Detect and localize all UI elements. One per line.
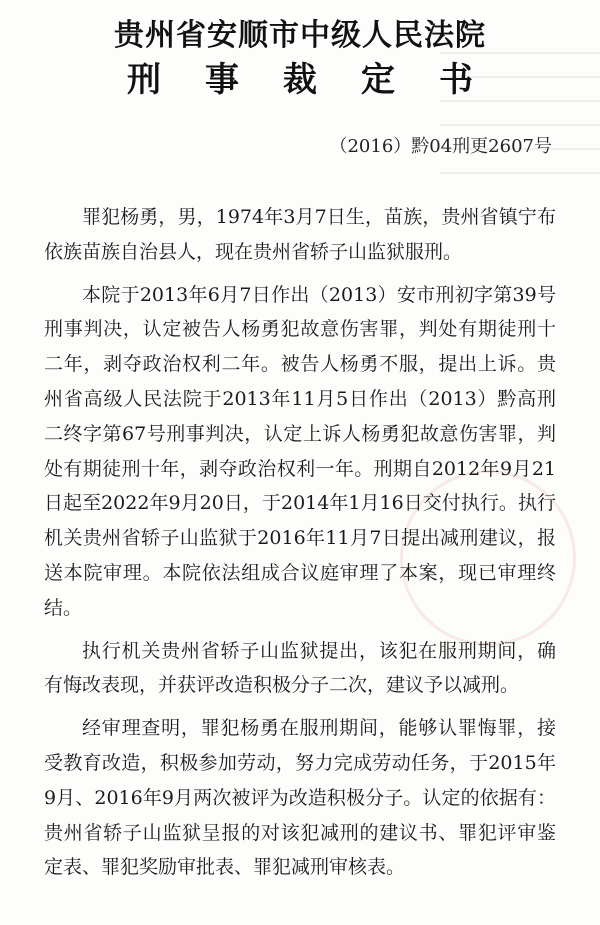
paragraph-findings: 经审理查明，罪犯杨勇在服刑期间，能够认罪悔罪，接受教育改造，积极参加劳动，努力完成劳动任务，于2015年9月、2016年9月两次被评为改造积极分子。认定的依据有：贵州省轿子山监狱呈报的对该犯减刑的建议书、罪犯评审鉴定表、罪犯奖励审批表、罪犯减刑审核表。 [44, 717, 556, 879]
paragraph-defendant-info: 罪犯杨勇，男，1974年3月7日生，苗族，贵州省镇宁布依族苗族自治县人，现在贵州省轿子山监狱服刑。 [44, 206, 556, 263]
paragraph-prison-proposal: 执行机关贵州省轿子山监狱提出，该犯在服刑期间，确有悔改表现，并获评改造积极分子二次，建议予以减刑。 [44, 639, 556, 697]
court-name: 贵州省安顺市中级人民法院 [114, 18, 486, 53]
document-body [44, 200, 556, 893]
paragraph-case-history: 本院于2013年6月7日作出（2013）安市刑初字第39号刑事判决，认定被告人杨勇犯故意伤害罪，判处有期徒刑十二年，剥夺政治权利二年。被告人杨勇不服，提出上诉。贵州省高级人民法院于2013年11月5日作出（2013）黔高刑二终字第67号刑事判决，认定上诉人杨勇犯故意伤害罪，判处有期徒刑十年，剥夺政治权利一年。刑期自2012年9月21日起至2022年9月20日，于2014年1月16日交付执行。执行机关贵州省轿子山监狱于2016年11月7日提出减刑建议，报送本院审理。本院依法组成合议庭审理了本案，现已审理终结。 [44, 283, 556, 619]
document-title: 刑事裁定书 [127, 60, 517, 100]
case-number: （2016）黔04刑更2607号 [329, 136, 552, 157]
